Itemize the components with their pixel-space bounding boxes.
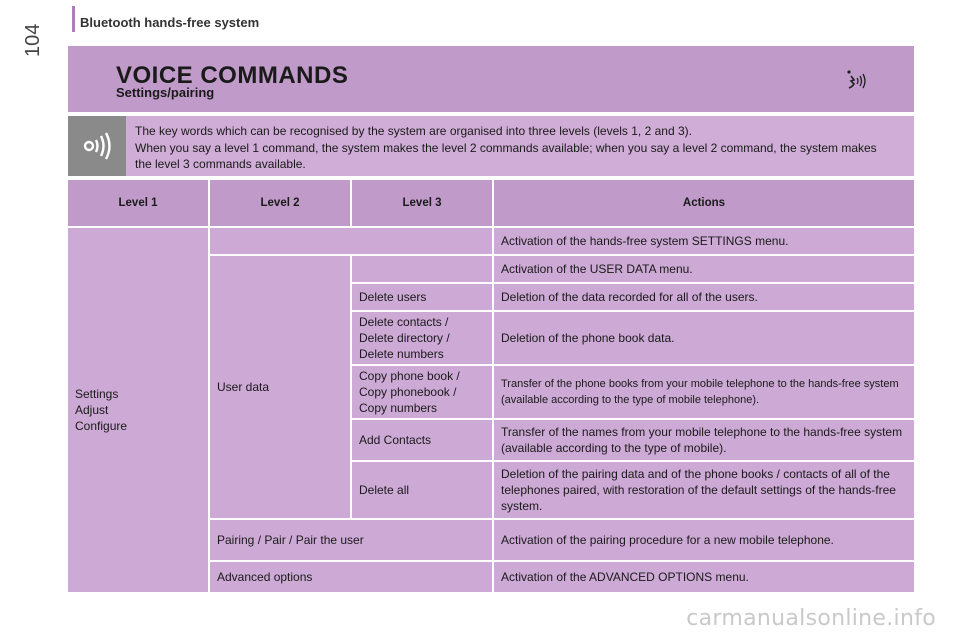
row4-level3-line2: Copy phonebook / [359,385,457,399]
row0-action: Activation of the hands-free system SETTINGS menu. [494,228,914,254]
intro-line-2: When you say a level 1 command, the system makes the level 2 commands available; when you say a level 2 command, the system makes the level 3 commands available. [135,140,877,171]
row3-action: Deletion of the phone book data. [494,312,914,364]
intro-line-1: The key words which can be recognised by the system are organised into three levels (levels 1, 2 and 3). [135,124,692,138]
row3-level3-line1: Delete contacts / [359,315,449,329]
row2-level3: Delete users [352,284,492,310]
row3-level3-line3: Delete numbers [359,347,444,361]
level2-user-data: User data [210,256,350,518]
level1-configure: Configure [75,419,128,433]
row4-level3-line3: Copy numbers [359,401,438,415]
row4-level3 [352,366,492,418]
section-header: Bluetooth hands-free system [80,15,260,30]
level1-settings: Settings [75,387,119,401]
row7-action: Activation of the pairing procedure for a new mobile telephone. [494,520,914,560]
row5-action: Transfer of the names from your mobile telephone to the hands-free system (available according to the type of mobile). [494,420,914,460]
level1-cell [68,228,208,592]
voice-commands-table [68,180,914,592]
row6-level3: Delete all [352,462,492,518]
intro-panel [68,116,914,176]
header-actions: Actions [494,180,914,226]
row6-action: Deletion of the pairing data and of the phone books / contacts of all of the telephones paired, with restoration of the default settings of the hands-free system. [494,462,914,518]
voice-command-icon [842,68,870,94]
page-title: VOICE COMMANDS [116,62,349,89]
intro-text [135,123,895,173]
row2-action: Deletion of the data recorded for all of the users. [494,284,914,310]
header-level-1: Level 1 [68,180,208,226]
title-band [68,46,914,112]
row1-empty-level3 [352,256,492,282]
row3-level3 [352,312,492,364]
sound-waves-icon [79,131,115,161]
row0-empty-level2-3 [210,228,492,254]
row7-level2: Pairing / Pair / Pair the user [210,520,492,560]
header-accent-bar [72,6,75,32]
row8-action: Activation of the ADVANCED OPTIONS menu. [494,562,914,592]
row3-level3-line2: Delete directory / [359,331,450,345]
page-subtitle: Settings/pairing [116,85,215,100]
row8-level2: Advanced options [210,562,492,592]
level1-adjust: Adjust [75,403,109,417]
row4-level3-line1: Copy phone book / [359,369,460,383]
row5-level3: Add Contacts [352,420,492,460]
row1-action: Activation of the USER DATA menu. [494,256,914,282]
watermark: carmanualsonline.info [686,606,936,631]
header-level-3: Level 3 [352,180,492,226]
header-level-2: Level 2 [210,180,350,226]
page-number: 104 [22,23,44,57]
row4-action: Transfer of the phone books from your mobile telephone to the hands-free system (available according to the type of mobile telephone). [494,366,914,418]
intro-icon-box [68,116,126,176]
level1-commands [75,386,127,434]
